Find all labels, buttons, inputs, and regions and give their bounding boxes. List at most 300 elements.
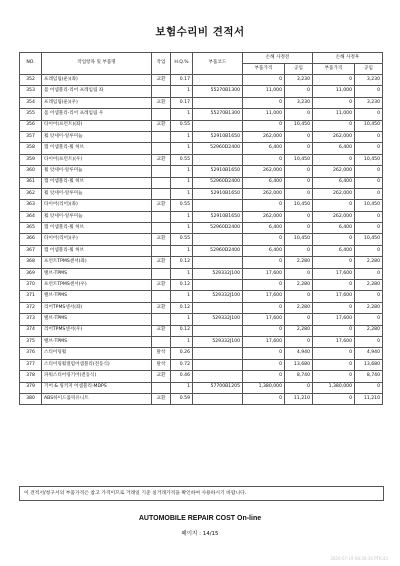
cell-part-code: 52960D2400: [193, 223, 243, 234]
cell-part-code: 529332J100: [193, 314, 243, 325]
header-part-price-after: 부품가격: [313, 64, 355, 75]
cell-labor-before: 0: [285, 268, 313, 279]
cell-labor-before: 0: [285, 382, 313, 393]
cell-no: 379: [20, 382, 42, 393]
cell-no: 354: [20, 97, 42, 108]
cell-part-price-after: 0: [313, 75, 355, 86]
cell-part-price-after: 0: [313, 257, 355, 268]
cell-labor-before: 2,280: [285, 280, 313, 291]
price-notice: 이 견적서/청구서의 부품가격은 참고 가격이므로 거래일 기준 실거래가격을 확인하여 사용하시기 바랍니다.: [19, 486, 384, 501]
cell-hq: 0.26: [171, 348, 193, 359]
document-title: 보험수리비 견적서: [155, 26, 245, 38]
cell-part-price-after: 0: [313, 97, 355, 108]
cell-part-price-before: 0: [243, 200, 285, 211]
cell-no: 361: [20, 177, 42, 188]
cell-labor-after: 10,450: [355, 120, 383, 131]
cell-part-price-before: 6,400: [243, 223, 285, 234]
table-row: [20, 336, 383, 347]
cell-part-code: 52910B1650: [193, 211, 243, 222]
cell-part-name: 밸브-TPMS: [42, 268, 152, 279]
cell-part-price-before: 262,000: [243, 188, 285, 199]
cell-no: 357: [20, 131, 42, 142]
cell-part-price-before: 11,000: [243, 109, 285, 120]
cell-part-code: [193, 359, 243, 370]
cell-labor-after: 2,280: [355, 302, 383, 313]
table-row: [20, 314, 383, 325]
cell-labor-before: 2,280: [285, 257, 313, 268]
cell-labor-before: 0: [285, 166, 313, 177]
cell-labor-before: 0: [285, 211, 313, 222]
cell-no: 362: [20, 188, 42, 199]
cell-part-price-before: 262,000: [243, 131, 285, 142]
cell-labor-after: 0: [355, 109, 383, 120]
cell-part-price-after: 17,600: [313, 268, 355, 279]
cell-part-price-before: 0: [243, 280, 285, 291]
cell-labor-after: 0: [355, 291, 383, 302]
table-row: [20, 131, 383, 142]
table-row: [20, 302, 383, 313]
cell-part-name: 밸브-TPMS: [42, 291, 152, 302]
cell-labor-after: 0: [355, 143, 383, 154]
cell-part-price-after: 17,600: [313, 291, 355, 302]
cell-work: [152, 336, 171, 347]
cell-labor-before: 13,680: [285, 359, 313, 370]
cell-part-price-after: 0: [313, 302, 355, 313]
cell-no: 356: [20, 120, 42, 131]
cell-hq: 0.55: [171, 120, 193, 131]
cell-part-code: [193, 280, 243, 291]
cell-no: 376: [20, 348, 42, 359]
cell-no: 352: [20, 75, 42, 86]
cell-labor-before: 0: [285, 245, 313, 256]
cell-work: 교환: [152, 200, 171, 211]
table-row: [20, 143, 383, 154]
cell-hq: 1: [171, 131, 193, 142]
cell-labor-before: 0: [285, 336, 313, 347]
cell-labor-after: 2,280: [355, 257, 383, 268]
table-row: [20, 97, 383, 108]
header-part-name: 작업항목 및 부품명: [42, 53, 152, 75]
cell-part-name: 타이어(리어)(좌): [42, 200, 152, 211]
cell-no: 353: [20, 86, 42, 97]
cell-work: [152, 291, 171, 302]
cell-labor-after: 0: [355, 268, 383, 279]
table-row: [20, 257, 383, 268]
cell-work: 탈착: [152, 359, 171, 370]
cell-work: [152, 143, 171, 154]
cell-labor-before: 10,450: [285, 234, 313, 245]
table-row: [20, 382, 383, 393]
cell-work: [152, 188, 171, 199]
cell-labor-after: 2,280: [355, 280, 383, 291]
cell-part-code: 529332J100: [193, 291, 243, 302]
table-row: [20, 75, 383, 86]
cell-part-code: 52960D2400: [193, 245, 243, 256]
estimate-table: [19, 52, 383, 405]
cell-work: 교환: [152, 154, 171, 165]
cell-part-price-after: 0: [313, 348, 355, 359]
cell-hq: 1: [171, 188, 193, 199]
table-row: [20, 325, 383, 336]
cell-part-price-after: 6,400: [313, 143, 355, 154]
cell-part-name: 타이어(프런트)(우): [42, 154, 152, 165]
cell-no: 365: [20, 223, 42, 234]
cell-hq: 1: [171, 86, 193, 97]
cell-part-code: 55270B1300: [193, 86, 243, 97]
cell-hq: 0.17: [171, 75, 193, 86]
cell-no: 366: [20, 234, 42, 245]
cell-hq: 1: [171, 211, 193, 222]
cell-part-price-before: 0: [243, 97, 285, 108]
table-row: [20, 188, 383, 199]
cell-part-name: 타이어(프런트)(좌): [42, 120, 152, 131]
cell-labor-before: 8,740: [285, 371, 313, 382]
cell-part-price-before: 0: [243, 154, 285, 165]
cell-part-name: 프레임림(운)(우): [42, 97, 152, 108]
cell-labor-before: 0: [285, 223, 313, 234]
cell-labor-before: 2,280: [285, 325, 313, 336]
header-labor-after: 공임: [355, 64, 383, 75]
cell-hq: 1: [171, 314, 193, 325]
cell-part-price-before: 0: [243, 257, 285, 268]
cell-part-price-after: 262,000: [313, 131, 355, 142]
cell-hq: 0.12: [171, 302, 193, 313]
cell-part-code: [193, 97, 243, 108]
cell-part-price-before: 0: [243, 302, 285, 313]
cell-labor-before: 0: [285, 86, 313, 97]
cell-part-price-before: 6,400: [243, 245, 285, 256]
cell-part-name: 캡 어셈블리-휠 허브: [42, 143, 152, 154]
cell-work: 교환: [152, 393, 171, 404]
cell-labor-before: 10,450: [285, 200, 313, 211]
cell-part-name: 휠 앗세이-알루미늄: [42, 188, 152, 199]
footer-title: AUTOMOBILE REPAIR COST On-line: [138, 515, 262, 522]
cell-hq: 1: [171, 143, 193, 154]
cell-part-name: 휠 앗세이-알루미늄: [42, 131, 152, 142]
cell-part-name: 캡 어셈블리-휠 허브: [42, 177, 152, 188]
table-row: [20, 280, 383, 291]
cell-part-price-before: 0: [243, 393, 285, 404]
cell-work: 교환: [152, 120, 171, 131]
cell-part-price-after: 0: [313, 200, 355, 211]
cell-hq: 0.46: [171, 371, 193, 382]
cell-part-name: 밸브-TPMS: [42, 336, 152, 347]
cell-hq: 0.55: [171, 200, 193, 211]
header-part-price-before: 부품가격: [243, 64, 285, 75]
cell-hq: 0.12: [171, 325, 193, 336]
cell-part-name: 기어 & 링키지 어셈블리-MDPS: [42, 382, 152, 393]
cell-part-price-after: 6,400: [313, 177, 355, 188]
cell-labor-after: 0: [355, 86, 383, 97]
cell-hq: 1: [171, 109, 193, 120]
cell-hq: 0.55: [171, 154, 193, 165]
cell-work: [152, 245, 171, 256]
header-after-adjustment: 손해 사정후: [313, 53, 383, 64]
table-row: [20, 120, 383, 131]
cell-part-code: [193, 75, 243, 86]
cell-part-price-after: 0: [313, 371, 355, 382]
cell-part-price-before: 0: [243, 234, 285, 245]
cell-work: [152, 382, 171, 393]
cell-part-price-before: 0: [243, 120, 285, 131]
cell-labor-after: 10,450: [355, 234, 383, 245]
cell-part-price-after: 11,000: [313, 109, 355, 120]
cell-part-price-after: 0: [313, 325, 355, 336]
cell-part-price-after: 262,000: [313, 166, 355, 177]
cell-hq: 1: [171, 336, 193, 347]
cell-part-price-before: 0: [243, 325, 285, 336]
cell-labor-after: 13,680: [355, 359, 383, 370]
cell-part-name: 스티어링휠: [42, 348, 152, 359]
cell-work: 탈착: [152, 348, 171, 359]
cell-labor-after: 0: [355, 223, 383, 234]
cell-work: 교환: [152, 75, 171, 86]
cell-labor-before: 10,450: [285, 154, 313, 165]
cell-labor-after: 10,450: [355, 200, 383, 211]
cell-part-price-after: 0: [313, 280, 355, 291]
cell-part-price-before: 17,600: [243, 291, 285, 302]
cell-labor-after: 2,280: [355, 325, 383, 336]
cell-hq: 0.59: [171, 393, 193, 404]
table-row: [20, 245, 383, 256]
cell-part-name: 캡 어셈블리-휠 허브: [42, 223, 152, 234]
cell-part-price-after: 0: [313, 120, 355, 131]
cell-part-price-before: 262,000: [243, 166, 285, 177]
cell-part-name: ABS하이드롤릭유니트: [42, 393, 152, 404]
cell-part-code: 529332J100: [193, 268, 243, 279]
cell-work: [152, 268, 171, 279]
cell-part-price-after: 262,000: [313, 211, 355, 222]
table-row: [20, 86, 383, 97]
cell-part-price-before: 0: [243, 348, 285, 359]
cell-labor-before: 0: [285, 314, 313, 325]
cell-part-price-after: 1,380,000: [313, 382, 355, 393]
cell-part-code: [193, 234, 243, 245]
cell-work: [152, 211, 171, 222]
cell-part-name: 캡 어셈블리-휠 허브: [42, 245, 152, 256]
cell-part-price-before: 6,400: [243, 177, 285, 188]
cell-no: 370: [20, 280, 42, 291]
cell-work: 교환: [152, 325, 171, 336]
cell-part-name: 프레임림(운)(좌): [42, 75, 152, 86]
table-row: [20, 291, 383, 302]
cell-part-name: 몸 어셈블리-리어 프레임림 좌: [42, 86, 152, 97]
cell-part-price-after: 0: [313, 359, 355, 370]
cell-labor-after: 4,940: [355, 348, 383, 359]
cell-labor-after: 0: [355, 177, 383, 188]
cell-labor-before: 0: [285, 109, 313, 120]
timestamp-watermark: 2020-07-19 08:30:16 PTIC43: [330, 556, 388, 561]
cell-no: 380: [20, 393, 42, 404]
cell-part-code: 52960D2400: [193, 177, 243, 188]
cell-work: [152, 131, 171, 142]
cell-part-code: [193, 200, 243, 211]
cell-no: 367: [20, 245, 42, 256]
cell-work: 교환: [152, 280, 171, 291]
cell-part-code: 55270B1300: [193, 109, 243, 120]
cell-labor-before: 3,230: [285, 97, 313, 108]
cell-labor-before: 3,230: [285, 75, 313, 86]
cell-hq: 0.55: [171, 234, 193, 245]
cell-work: 교환: [152, 97, 171, 108]
header-labor-before: 공임: [285, 64, 313, 75]
header-hq: H.Q.%: [171, 53, 193, 75]
cell-part-price-before: 1,380,000: [243, 382, 285, 393]
cell-hq: 0.12: [171, 257, 193, 268]
cell-part-code: [193, 120, 243, 131]
cell-no: 363: [20, 200, 42, 211]
cell-hq: 0.12: [171, 280, 193, 291]
cell-labor-after: 3,230: [355, 97, 383, 108]
cell-labor-after: 0: [355, 166, 383, 177]
cell-hq: 1: [171, 382, 193, 393]
cell-part-code: 57700B1205: [193, 382, 243, 393]
cell-part-code: [193, 393, 243, 404]
table-row: [20, 234, 383, 245]
cell-part-price-after: 17,600: [313, 336, 355, 347]
header-before-adjustment: 손해 사정전: [243, 53, 313, 64]
cell-hq: 1: [171, 268, 193, 279]
cell-part-name: 리어TPMS센서(좌): [42, 302, 152, 313]
cell-work: 교환: [152, 302, 171, 313]
cell-part-name: 프런트TPMS센서(우): [42, 280, 152, 291]
cell-work: [152, 166, 171, 177]
cell-no: 374: [20, 325, 42, 336]
cell-part-price-after: 11,000: [313, 86, 355, 97]
cell-labor-after: 0: [355, 245, 383, 256]
cell-part-price-after: 6,400: [313, 223, 355, 234]
table-row: [20, 154, 383, 165]
cell-part-price-before: 17,600: [243, 314, 285, 325]
cell-labor-before: 0: [285, 131, 313, 142]
cell-labor-after: 0: [355, 131, 383, 142]
table-row: [20, 211, 383, 222]
cell-part-price-before: 262,000: [243, 211, 285, 222]
cell-part-price-before: 17,600: [243, 336, 285, 347]
cell-labor-before: 4,940: [285, 348, 313, 359]
header-no: NO.: [20, 53, 42, 75]
table-row: [20, 166, 383, 177]
cell-labor-after: 8,740: [355, 371, 383, 382]
cell-labor-after: 0: [355, 314, 383, 325]
cell-part-name: 밸브-TPMS: [42, 314, 152, 325]
cell-part-code: 52910B1650: [193, 188, 243, 199]
cell-part-code: [193, 348, 243, 359]
cell-no: 368: [20, 257, 42, 268]
cell-part-code: 52910B1650: [193, 131, 243, 142]
cell-no: 372: [20, 302, 42, 313]
cell-no: 371: [20, 291, 42, 302]
cell-part-price-after: 262,000: [313, 188, 355, 199]
table-row: [20, 393, 383, 404]
cell-part-name: 스티어링휠컬럼어셈블리(전동식): [42, 359, 152, 370]
cell-part-price-before: 11,000: [243, 86, 285, 97]
cell-work: [152, 223, 171, 234]
cell-labor-before: 11,210: [285, 393, 313, 404]
cell-part-price-after: 6,400: [313, 245, 355, 256]
table-row: [20, 177, 383, 188]
cell-work: 교환: [152, 371, 171, 382]
cell-hq: 1: [171, 166, 193, 177]
cell-hq: 1: [171, 245, 193, 256]
cell-work: [152, 177, 171, 188]
header-work: 작업: [152, 53, 171, 75]
cell-no: 355: [20, 109, 42, 120]
cell-labor-after: 10,450: [355, 154, 383, 165]
cell-labor-after: 0: [355, 211, 383, 222]
table-row: [20, 109, 383, 120]
cell-labor-before: 0: [285, 188, 313, 199]
cell-no: 375: [20, 336, 42, 347]
cell-hq: 0.17: [171, 97, 193, 108]
cell-part-price-after: 0: [313, 154, 355, 165]
page-number: 페이지 : 14/15: [181, 531, 219, 537]
header-part-code: 부품코드: [193, 53, 243, 75]
cell-no: 373: [20, 314, 42, 325]
table-row: [20, 359, 383, 370]
cell-work: [152, 109, 171, 120]
cell-labor-before: 0: [285, 291, 313, 302]
cell-labor-before: 2,280: [285, 302, 313, 313]
cell-no: 360: [20, 166, 42, 177]
cell-part-price-before: 17,600: [243, 268, 285, 279]
cell-labor-before: 0: [285, 177, 313, 188]
cell-no: 358: [20, 143, 42, 154]
cell-no: 369: [20, 268, 42, 279]
table-row: [20, 348, 383, 359]
cell-part-name: 파워스티어링기어(전동식): [42, 371, 152, 382]
cell-labor-after: 0: [355, 188, 383, 199]
cell-part-price-before: 0: [243, 359, 285, 370]
cell-part-price-before: 6,400: [243, 143, 285, 154]
table-row: [20, 200, 383, 211]
cell-part-code: 52910B1650: [193, 166, 243, 177]
cell-hq: 1: [171, 177, 193, 188]
cell-part-name: 프런트TPMS센서(좌): [42, 257, 152, 268]
cell-labor-after: 3,230: [355, 75, 383, 86]
cell-part-name: 타이어(리어)(우): [42, 234, 152, 245]
cell-labor-before: 10,450: [285, 120, 313, 131]
cell-part-name: 휠 앗세이-알루미늄: [42, 211, 152, 222]
cell-part-price-after: 17,600: [313, 314, 355, 325]
cell-labor-after: 0: [355, 336, 383, 347]
cell-work: 교환: [152, 257, 171, 268]
cell-part-code: [193, 257, 243, 268]
cell-part-price-before: 0: [243, 371, 285, 382]
cell-labor-after: 11,210: [355, 393, 383, 404]
cell-work: 교환: [152, 234, 171, 245]
cell-work: [152, 314, 171, 325]
cell-hq: 1: [171, 223, 193, 234]
cell-part-code: [193, 154, 243, 165]
cell-hq: 1: [171, 291, 193, 302]
cell-no: 364: [20, 211, 42, 222]
table-row: [20, 223, 383, 234]
cell-no: 377: [20, 359, 42, 370]
cell-part-price-after: 0: [313, 234, 355, 245]
cell-part-code: 52960D2400: [193, 143, 243, 154]
cell-labor-after: 0: [355, 382, 383, 393]
cell-part-price-before: 0: [243, 75, 285, 86]
cell-part-code: [193, 302, 243, 313]
cell-hq: 0.72: [171, 359, 193, 370]
cell-no: 359: [20, 154, 42, 165]
table-row: [20, 268, 383, 279]
cell-part-code: [193, 371, 243, 382]
cell-no: 378: [20, 371, 42, 382]
table-row: [20, 371, 383, 382]
cell-part-code: [193, 325, 243, 336]
